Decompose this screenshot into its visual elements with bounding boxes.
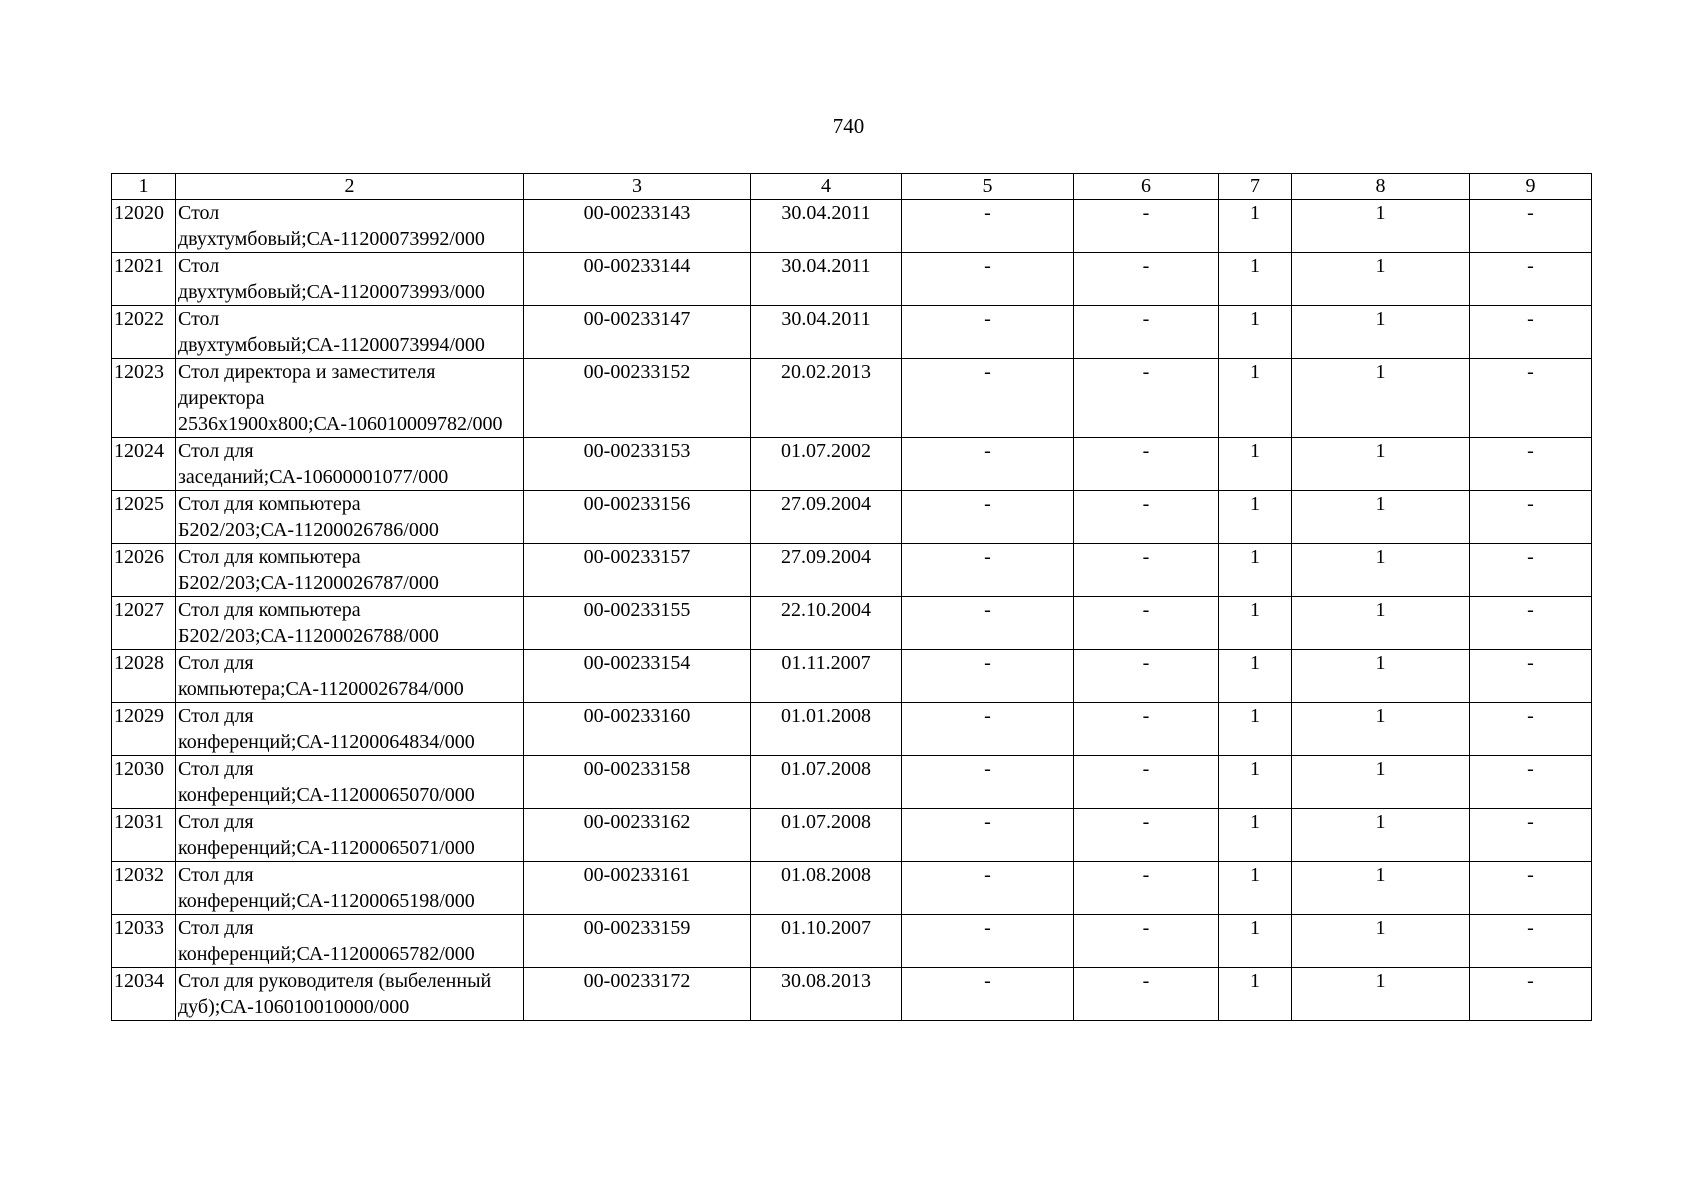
item-name: Стол для конференций;СА-11200065070/000	[176, 756, 524, 809]
table-row	[112, 756, 1592, 809]
column-7-cell: 1	[1219, 597, 1292, 650]
column-7-cell: 1	[1219, 200, 1292, 253]
date-cell: 27.09.2004	[751, 544, 902, 597]
row-number: 12020	[112, 200, 176, 253]
table-row	[112, 491, 1592, 544]
column-7-cell: 1	[1219, 438, 1292, 491]
date-cell: 01.10.2007	[751, 915, 902, 968]
column-7-cell: 1	[1219, 915, 1292, 968]
date-cell: 01.01.2008	[751, 703, 902, 756]
column-7-cell: 1	[1219, 756, 1292, 809]
table-row	[112, 597, 1592, 650]
column-6-cell: -	[1074, 253, 1219, 306]
table-row	[112, 544, 1592, 597]
row-number: 12034	[112, 968, 176, 1021]
column-5-cell: -	[902, 650, 1074, 703]
column-5-cell: -	[902, 597, 1074, 650]
date-cell: 01.08.2008	[751, 862, 902, 915]
column-7-cell: 1	[1219, 544, 1292, 597]
date-cell: 22.10.2004	[751, 597, 902, 650]
table-row	[112, 809, 1592, 862]
column-8-cell: 1	[1292, 915, 1470, 968]
row-number: 12027	[112, 597, 176, 650]
column-7-cell: 1	[1219, 491, 1292, 544]
column-6-cell: -	[1074, 438, 1219, 491]
column-6-cell: -	[1074, 359, 1219, 438]
row-number: 12024	[112, 438, 176, 491]
column-header: 3	[524, 174, 751, 200]
date-cell: 30.04.2011	[751, 200, 902, 253]
item-name: Стол для компьютера Б202/203;СА-11200026786/000	[176, 491, 524, 544]
inventory-number: 00-00233147	[524, 306, 751, 359]
column-8-cell: 1	[1292, 306, 1470, 359]
column-5-cell: -	[902, 544, 1074, 597]
page-number: 740	[832, 114, 865, 138]
item-name: Стол для конференций;СА-11200065198/000	[176, 862, 524, 915]
column-6-cell: -	[1074, 491, 1219, 544]
column-header: 4	[751, 174, 902, 200]
column-8-cell: 1	[1292, 862, 1470, 915]
item-name: Стол двухтумбовый;СА-11200073994/000	[176, 306, 524, 359]
column-5-cell: -	[902, 809, 1074, 862]
column-7-cell: 1	[1219, 650, 1292, 703]
inventory-number: 00-00233152	[524, 359, 751, 438]
row-number: 12032	[112, 862, 176, 915]
column-5-cell: -	[902, 862, 1074, 915]
inventory-number: 00-00233155	[524, 597, 751, 650]
table-row	[112, 968, 1592, 1021]
column-8-cell: 1	[1292, 809, 1470, 862]
registry-table	[111, 173, 1592, 1021]
inventory-number: 00-00233161	[524, 862, 751, 915]
column-5-cell: -	[902, 915, 1074, 968]
column-5-cell: -	[902, 756, 1074, 809]
column-9-cell: -	[1470, 200, 1592, 253]
row-number: 12031	[112, 809, 176, 862]
row-number: 12028	[112, 650, 176, 703]
column-7-cell: 1	[1219, 253, 1292, 306]
column-9-cell: -	[1470, 915, 1592, 968]
column-header: 5	[902, 174, 1074, 200]
column-6-cell: -	[1074, 968, 1219, 1021]
column-6-cell: -	[1074, 915, 1219, 968]
column-8-cell: 1	[1292, 703, 1470, 756]
column-6-cell: -	[1074, 544, 1219, 597]
date-cell: 30.08.2013	[751, 968, 902, 1021]
column-8-cell: 1	[1292, 650, 1470, 703]
column-7-cell: 1	[1219, 968, 1292, 1021]
column-header: 8	[1292, 174, 1470, 200]
table-row	[112, 703, 1592, 756]
column-5-cell: -	[902, 968, 1074, 1021]
column-header: 7	[1219, 174, 1292, 200]
column-9-cell: -	[1470, 544, 1592, 597]
item-name: Стол для конференций;СА-11200065782/000	[176, 915, 524, 968]
item-name: Стол директора и заместителя директора 2536х1900х800;СА-106010009782/000	[176, 359, 524, 438]
column-9-cell: -	[1470, 359, 1592, 438]
table-row	[112, 438, 1592, 491]
item-name: Стол для компьютера Б202/203;СА-11200026788/000	[176, 597, 524, 650]
item-name: Стол для руководителя (выбеленный дуб);СА-106010010000/000	[176, 968, 524, 1021]
table-row	[112, 650, 1592, 703]
column-9-cell: -	[1470, 438, 1592, 491]
row-number: 12021	[112, 253, 176, 306]
column-6-cell: -	[1074, 862, 1219, 915]
date-cell: 01.07.2008	[751, 756, 902, 809]
column-6-cell: -	[1074, 306, 1219, 359]
column-9-cell: -	[1470, 703, 1592, 756]
column-7-cell: 1	[1219, 306, 1292, 359]
table-row	[112, 200, 1592, 253]
column-8-cell: 1	[1292, 200, 1470, 253]
table-row	[112, 359, 1592, 438]
column-header: 9	[1470, 174, 1592, 200]
table-row	[112, 253, 1592, 306]
column-5-cell: -	[902, 253, 1074, 306]
date-cell: 01.07.2002	[751, 438, 902, 491]
inventory-number: 00-00233159	[524, 915, 751, 968]
inventory-number: 00-00233158	[524, 756, 751, 809]
column-9-cell: -	[1470, 306, 1592, 359]
date-cell: 30.04.2011	[751, 253, 902, 306]
column-5-cell: -	[902, 306, 1074, 359]
column-6-cell: -	[1074, 809, 1219, 862]
column-7-cell: 1	[1219, 703, 1292, 756]
date-cell: 20.02.2013	[751, 359, 902, 438]
column-8-cell: 1	[1292, 544, 1470, 597]
column-9-cell: -	[1470, 756, 1592, 809]
column-6-cell: -	[1074, 200, 1219, 253]
column-9-cell: -	[1470, 597, 1592, 650]
column-9-cell: -	[1470, 253, 1592, 306]
item-name: Стол для компьютера Б202/203;СА-11200026787/000	[176, 544, 524, 597]
row-number: 12033	[112, 915, 176, 968]
table-row	[112, 915, 1592, 968]
column-5-cell: -	[902, 438, 1074, 491]
column-8-cell: 1	[1292, 756, 1470, 809]
row-number: 12029	[112, 703, 176, 756]
inventory-number: 00-00233154	[524, 650, 751, 703]
column-6-cell: -	[1074, 756, 1219, 809]
inventory-number: 00-00233160	[524, 703, 751, 756]
row-number: 12022	[112, 306, 176, 359]
column-7-cell: 1	[1219, 862, 1292, 915]
item-name: Стол для конференций;СА-11200064834/000	[176, 703, 524, 756]
inventory-number: 00-00233156	[524, 491, 751, 544]
date-cell: 01.11.2007	[751, 650, 902, 703]
column-5-cell: -	[902, 491, 1074, 544]
column-8-cell: 1	[1292, 597, 1470, 650]
table-header-row	[112, 174, 1592, 200]
date-cell: 27.09.2004	[751, 491, 902, 544]
inventory-number: 00-00233144	[524, 253, 751, 306]
column-9-cell: -	[1470, 862, 1592, 915]
column-9-cell: -	[1470, 491, 1592, 544]
column-header: 1	[112, 174, 176, 200]
column-8-cell: 1	[1292, 359, 1470, 438]
column-8-cell: 1	[1292, 438, 1470, 491]
row-number: 12030	[112, 756, 176, 809]
item-name: Стол двухтумбовый;СА-11200073993/000	[176, 253, 524, 306]
item-name: Стол для конференций;СА-11200065071/000	[176, 809, 524, 862]
inventory-number: 00-00233162	[524, 809, 751, 862]
column-5-cell: -	[902, 703, 1074, 756]
column-7-cell: 1	[1219, 359, 1292, 438]
column-8-cell: 1	[1292, 968, 1470, 1021]
column-6-cell: -	[1074, 703, 1219, 756]
date-cell: 01.07.2008	[751, 809, 902, 862]
column-6-cell: -	[1074, 597, 1219, 650]
column-5-cell: -	[902, 359, 1074, 438]
column-7-cell: 1	[1219, 809, 1292, 862]
table-row	[112, 862, 1592, 915]
column-6-cell: -	[1074, 650, 1219, 703]
table-row	[112, 306, 1592, 359]
row-number: 12026	[112, 544, 176, 597]
item-name: Стол для заседаний;СА-10600001077/000	[176, 438, 524, 491]
row-number: 12025	[112, 491, 176, 544]
column-header: 2	[176, 174, 524, 200]
inventory-number: 00-00233172	[524, 968, 751, 1021]
column-9-cell: -	[1470, 650, 1592, 703]
date-cell: 30.04.2011	[751, 306, 902, 359]
column-9-cell: -	[1470, 968, 1592, 1021]
column-8-cell: 1	[1292, 253, 1470, 306]
column-9-cell: -	[1470, 809, 1592, 862]
inventory-number: 00-00233143	[524, 200, 751, 253]
row-number: 12023	[112, 359, 176, 438]
item-name: Стол для компьютера;СА-11200026784/000	[176, 650, 524, 703]
column-header: 6	[1074, 174, 1219, 200]
column-8-cell: 1	[1292, 491, 1470, 544]
inventory-number: 00-00233157	[524, 544, 751, 597]
inventory-number: 00-00233153	[524, 438, 751, 491]
item-name: Стол двухтумбовый;СА-11200073992/000	[176, 200, 524, 253]
column-5-cell: -	[902, 200, 1074, 253]
